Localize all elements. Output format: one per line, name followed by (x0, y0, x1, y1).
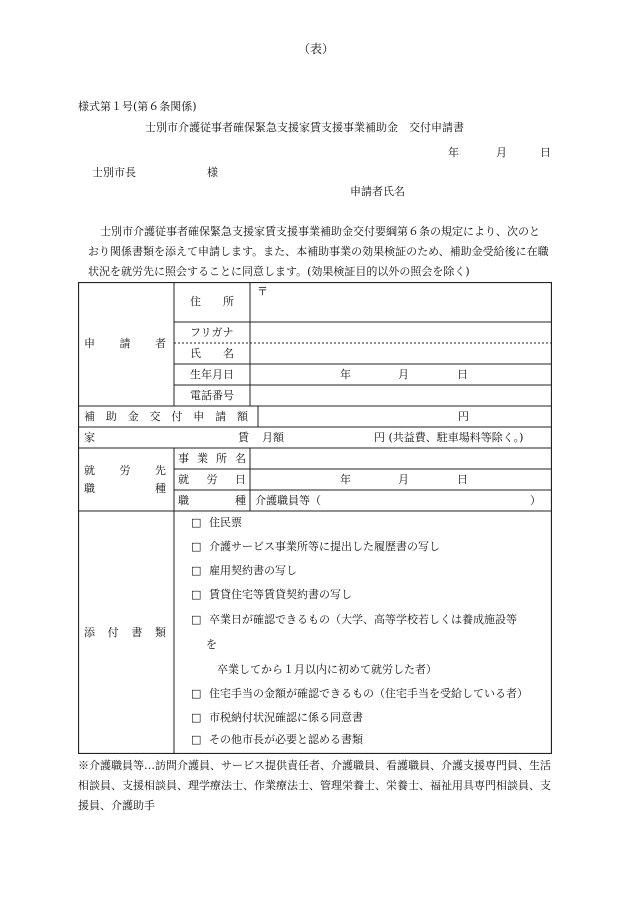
attachments-group-label: 添 付 書 類 (84, 626, 166, 639)
form-number: 様式第１号(第６条関係) (78, 100, 197, 113)
date-day: 日 (540, 146, 551, 159)
rent-monthly-label: 月額 (262, 431, 284, 444)
date-month: 月 (496, 146, 507, 159)
rent-label-left: 家 (84, 431, 95, 444)
phone-field[interactable] (250, 385, 552, 406)
checkbox-icon[interactable]: □ (191, 516, 202, 529)
notice-paragraph: 士別市介護従事者確保緊急支援家賃支援事業補助金交付要綱第６条の規定により、次のとおり関係書類を添えて申請します。また、本補助事業の効果検証のため、補助金受給後に在職状況を就労先に照会することに同意します。(効果検証目的以外の照会を除く) (88, 225, 549, 278)
form-title: 士別市介護従事者確保緊急支援家賃支援事業補助金 交付申請書 (145, 121, 464, 134)
employment-group-label-2: 職 種 (84, 482, 166, 495)
job-type-label: 職 種 (178, 494, 246, 507)
furigana-label: フリガナ (190, 326, 234, 339)
rent-label-right: 賃 (238, 431, 249, 444)
checkbox-icon[interactable]: □ (191, 687, 202, 700)
grant-amount-unit: 円 (458, 410, 469, 423)
name-label: 氏 名 (190, 347, 234, 360)
grant-amount-label: 補助金交付申請額 (84, 410, 248, 423)
addressee: 士別市長 (92, 166, 136, 179)
furigana-field[interactable] (250, 322, 552, 343)
checkbox-icon[interactable]: □ (191, 613, 202, 626)
attachment-wrap-char: を (206, 638, 217, 651)
address-field[interactable] (250, 282, 552, 322)
work-year-unit: 年 (340, 473, 351, 486)
birth-year-unit: 年 (340, 368, 351, 381)
application-form-table (78, 282, 552, 754)
work-month-unit: 月 (398, 473, 409, 486)
job-value-open: 介護職員等（ (255, 494, 321, 507)
office-name-field[interactable] (250, 448, 552, 469)
checkbox-icon[interactable]: □ (191, 588, 202, 601)
job-value-close: ） (530, 494, 541, 507)
applicant-name-label: 申請者氏名 (350, 185, 405, 198)
office-name-label: 事業所名 (178, 452, 246, 465)
addressee-honorific: 様 (207, 166, 218, 179)
attachment-item[interactable]: □ 雇用契約書の写し (191, 564, 297, 577)
work-day-label: 就 労 日 (178, 473, 246, 486)
checkbox-icon[interactable]: □ (191, 733, 202, 746)
date-year: 年 (448, 146, 459, 159)
attachment-continuation: 卒業してから１月以内に初めて就労した者） (217, 663, 437, 676)
phone-label: 電話番号 (190, 389, 234, 402)
name-field[interactable] (250, 343, 552, 364)
applicant-group-label: 申 請 者 (84, 337, 166, 350)
attachment-item[interactable]: □ 住宅手当の金額が確認できるもの（住宅手当を受給している者） (191, 687, 528, 700)
birth-day-unit: 日 (457, 368, 468, 381)
work-day-unit: 日 (457, 473, 468, 486)
birthdate-label: 生年月日 (190, 368, 234, 381)
attachment-item[interactable]: □ 住民票 (191, 516, 242, 529)
side-label: （表） (298, 42, 335, 56)
footnote: ※介護職員等…訪問介護員、サービス提供責任者、介護職員、看護職員、介護支援専門員、生活相談員、支援相談員、理学療法士、作業療法士、管理栄養士、栄養士、福祉用具専門相談員、支援員、介護助手 (78, 759, 551, 812)
attachment-item[interactable]: □ 賃貸住宅等賃貸契約書の写し (191, 588, 352, 601)
checkbox-icon[interactable]: □ (191, 564, 202, 577)
attachment-item[interactable]: □ 介護サービス事業所等に提出した履歴書の写し (191, 540, 440, 553)
rent-yen-note: 円 (共益費、駐車場料等除く。) (374, 431, 524, 444)
attachment-item[interactable]: □ 市税納付状況確認に係る同意書 (191, 711, 363, 724)
attachment-item[interactable]: □ 卒業日が確認できるもの（大学、高等学校若しくは養成施設等 (191, 613, 517, 626)
birth-month-unit: 月 (398, 368, 409, 381)
postal-mark: 〒 (257, 285, 268, 298)
employment-group-label-1: 就 労 先 (84, 464, 166, 477)
address-label: 住 所 (190, 295, 234, 308)
attachment-item[interactable]: □ その他市長が必要と認める書類 (191, 733, 363, 746)
checkbox-icon[interactable]: □ (191, 711, 202, 724)
checkbox-icon[interactable]: □ (191, 540, 202, 553)
